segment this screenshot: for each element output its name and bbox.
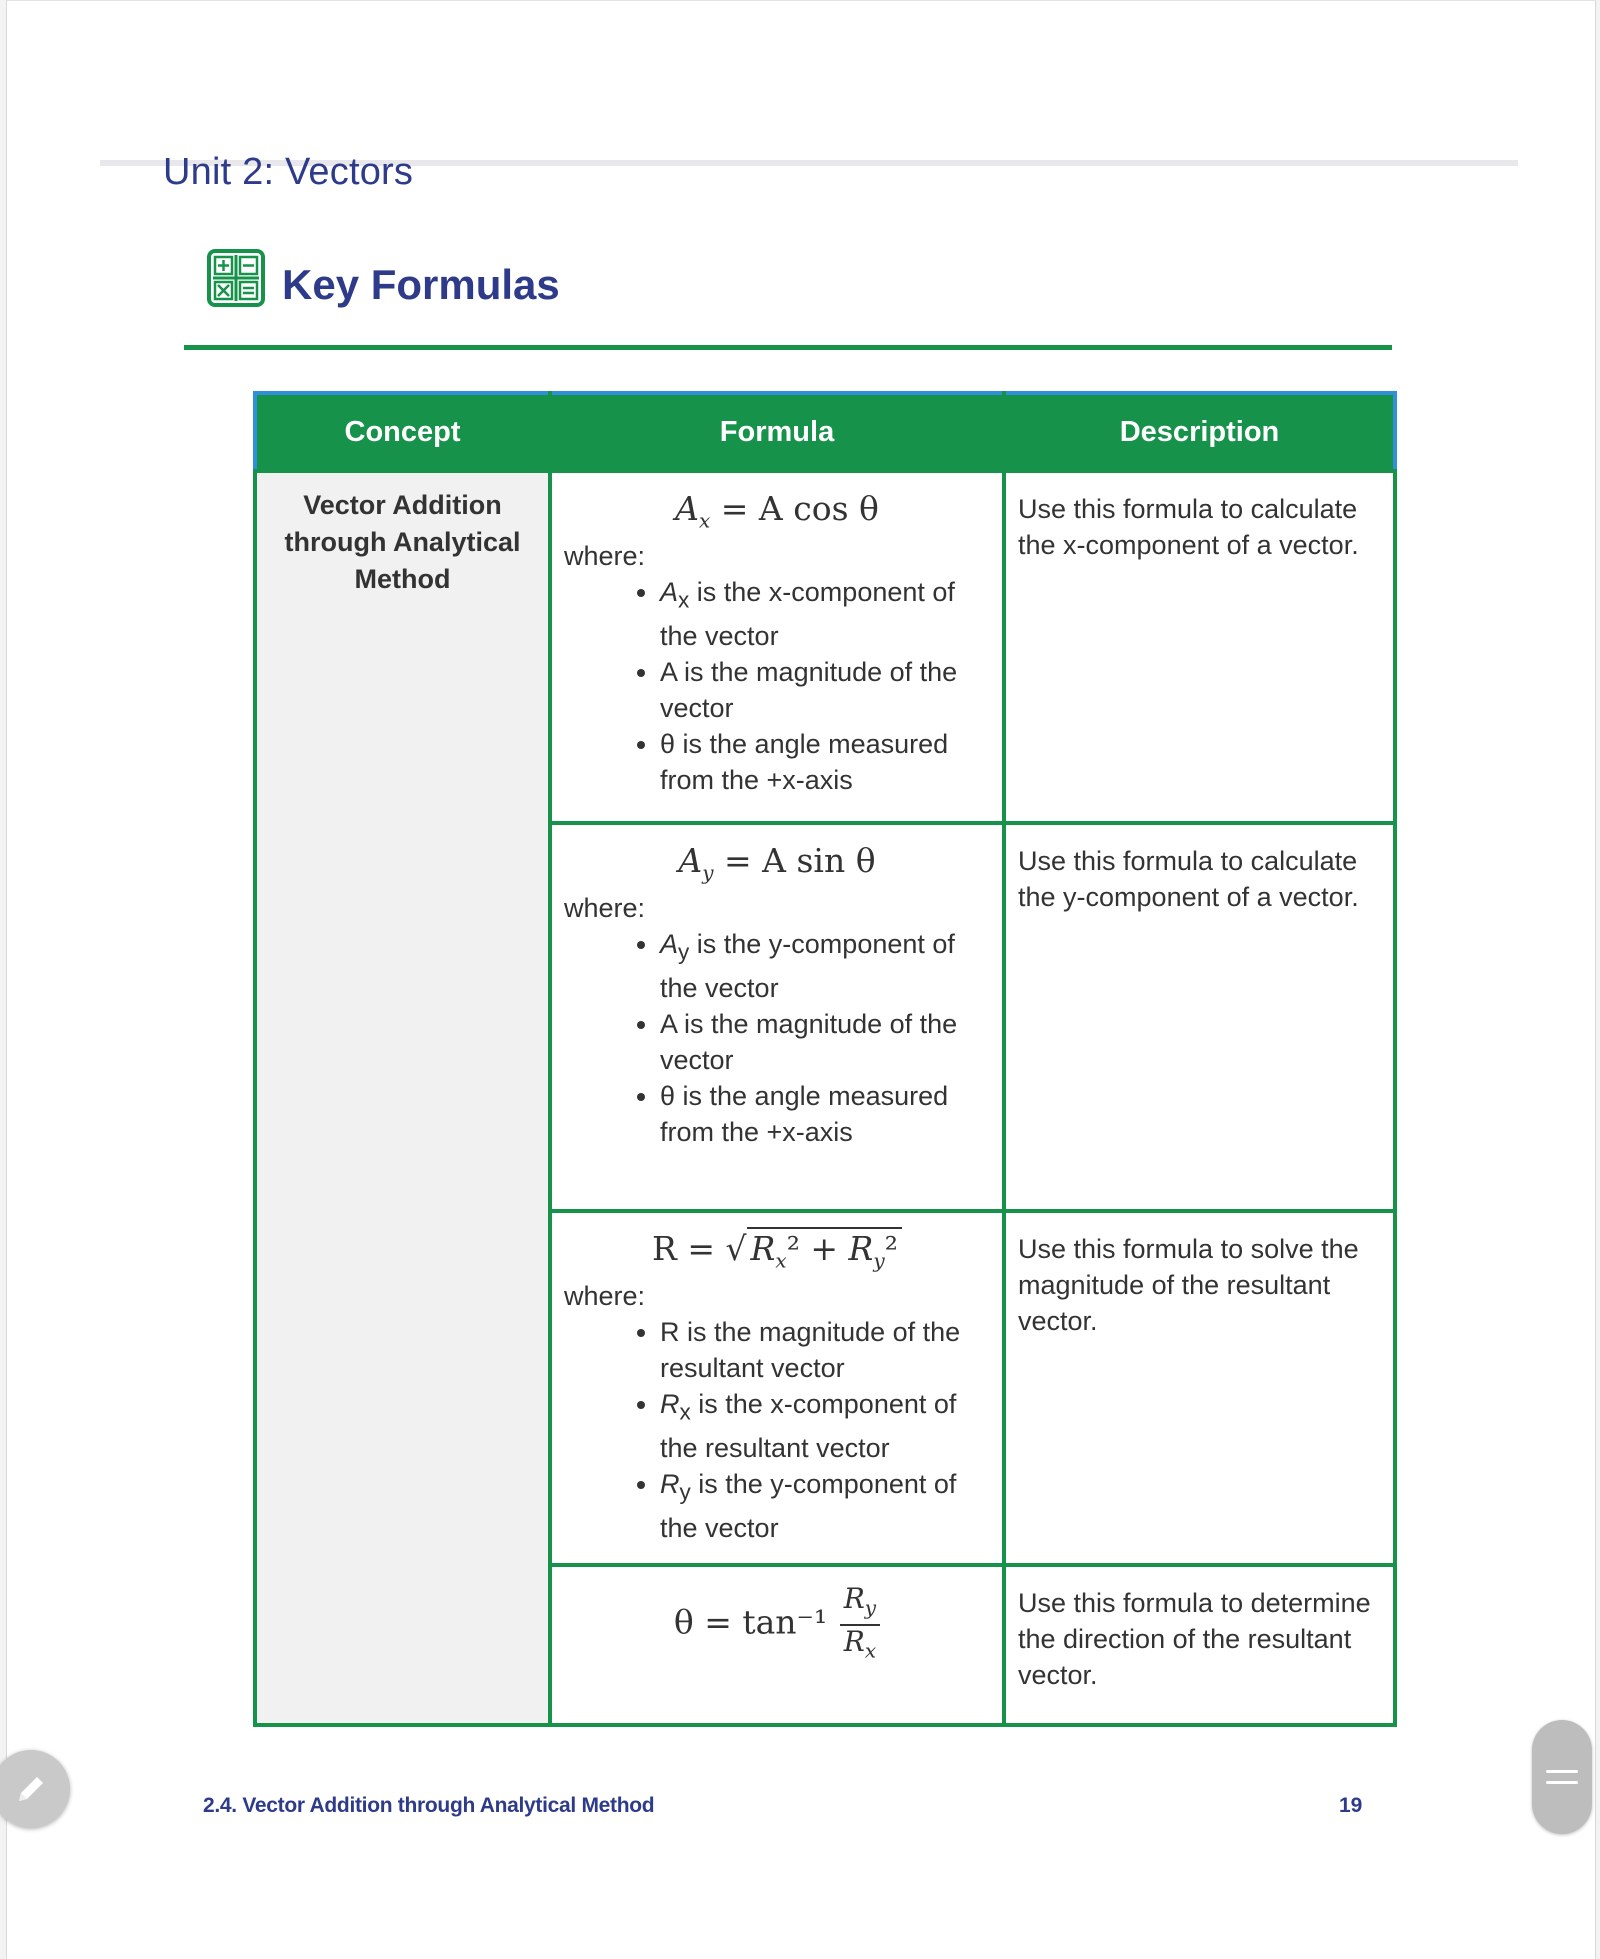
scroll-handle[interactable] <box>1532 1720 1592 1834</box>
pencil-icon <box>13 1771 49 1807</box>
concept-cell <box>255 471 550 1725</box>
list-item: • $A_y$ is the y-component of the vector <box>660 926 990 1006</box>
where-label: where: <box>564 1280 646 1311</box>
formula-cell <box>550 1211 1004 1565</box>
list-item: • θ is the angle measured from the +x-axis <box>660 726 990 798</box>
concept-line: through Analytical <box>284 527 521 557</box>
list-item: • $A_x$ is the x-component of the vector <box>660 574 990 654</box>
section-divider <box>184 345 1392 350</box>
column-header-formula: Formula <box>550 393 1004 471</box>
page-number: 19 <box>1339 1794 1363 1817</box>
term-list <box>564 574 990 798</box>
table-row <box>255 471 1395 823</box>
document-page <box>6 0 1596 1959</box>
calculator-icon <box>207 249 265 307</box>
list-item: • $R_x$ is the x-component of the resultant vector <box>660 1386 990 1466</box>
description-cell: Use this formula to calculate the x-component of a vector. <box>1004 471 1395 823</box>
equation-y-component: $A_y = A$ sin θ <box>678 841 876 885</box>
list-item: • θ is the angle measured from the +x-axis <box>660 1078 990 1150</box>
equation-resultant-direction: θ = tan⁻¹ $\frac{R_y}{R_x}$ <box>564 1583 990 1666</box>
description-cell: Use this formula to calculate the y-component of a vector. <box>1004 823 1395 1211</box>
scroll-handle-icon <box>1544 1762 1580 1792</box>
formula-cell <box>550 823 1004 1211</box>
where-label: where: <box>564 540 646 571</box>
key-formulas-table <box>253 391 1397 1727</box>
list-item: • A is the magnitude of the vector <box>660 654 990 726</box>
equation-x-component: $A_x = A$ cos θ <box>675 489 879 533</box>
list-item: • A is the magnitude of the vector <box>660 1006 990 1078</box>
column-header-concept: Concept <box>255 393 550 471</box>
list-item: • $R_y$ is the y-component of the vector <box>660 1466 990 1546</box>
formula-cell <box>550 1565 1004 1725</box>
column-header-description: Description <box>1004 393 1395 471</box>
term-list <box>564 926 990 1150</box>
formula-cell <box>550 471 1004 823</box>
concept-line: Vector Addition <box>303 490 502 520</box>
where-label: where: <box>564 892 646 923</box>
section-title: Key Formulas <box>282 261 560 308</box>
table-header-row <box>255 393 1395 471</box>
footer-section-title: 2.4. Vector Addition through Analytical Method <box>203 1794 655 1817</box>
equation-resultant-magnitude: R = √ $R_x^2 + R_y^2$ <box>564 1229 990 1273</box>
description-cell: Use this formula to determine the direction of the resultant vector. <box>1004 1565 1395 1725</box>
description-cell: Use this formula to solve the magnitude of the resultant vector. <box>1004 1211 1395 1565</box>
concept-line: Method <box>354 564 451 594</box>
unit-title: Unit 2: Vectors <box>163 151 414 193</box>
term-list <box>564 1314 990 1547</box>
list-item: • R is the magnitude of the resultant vector <box>660 1314 990 1386</box>
